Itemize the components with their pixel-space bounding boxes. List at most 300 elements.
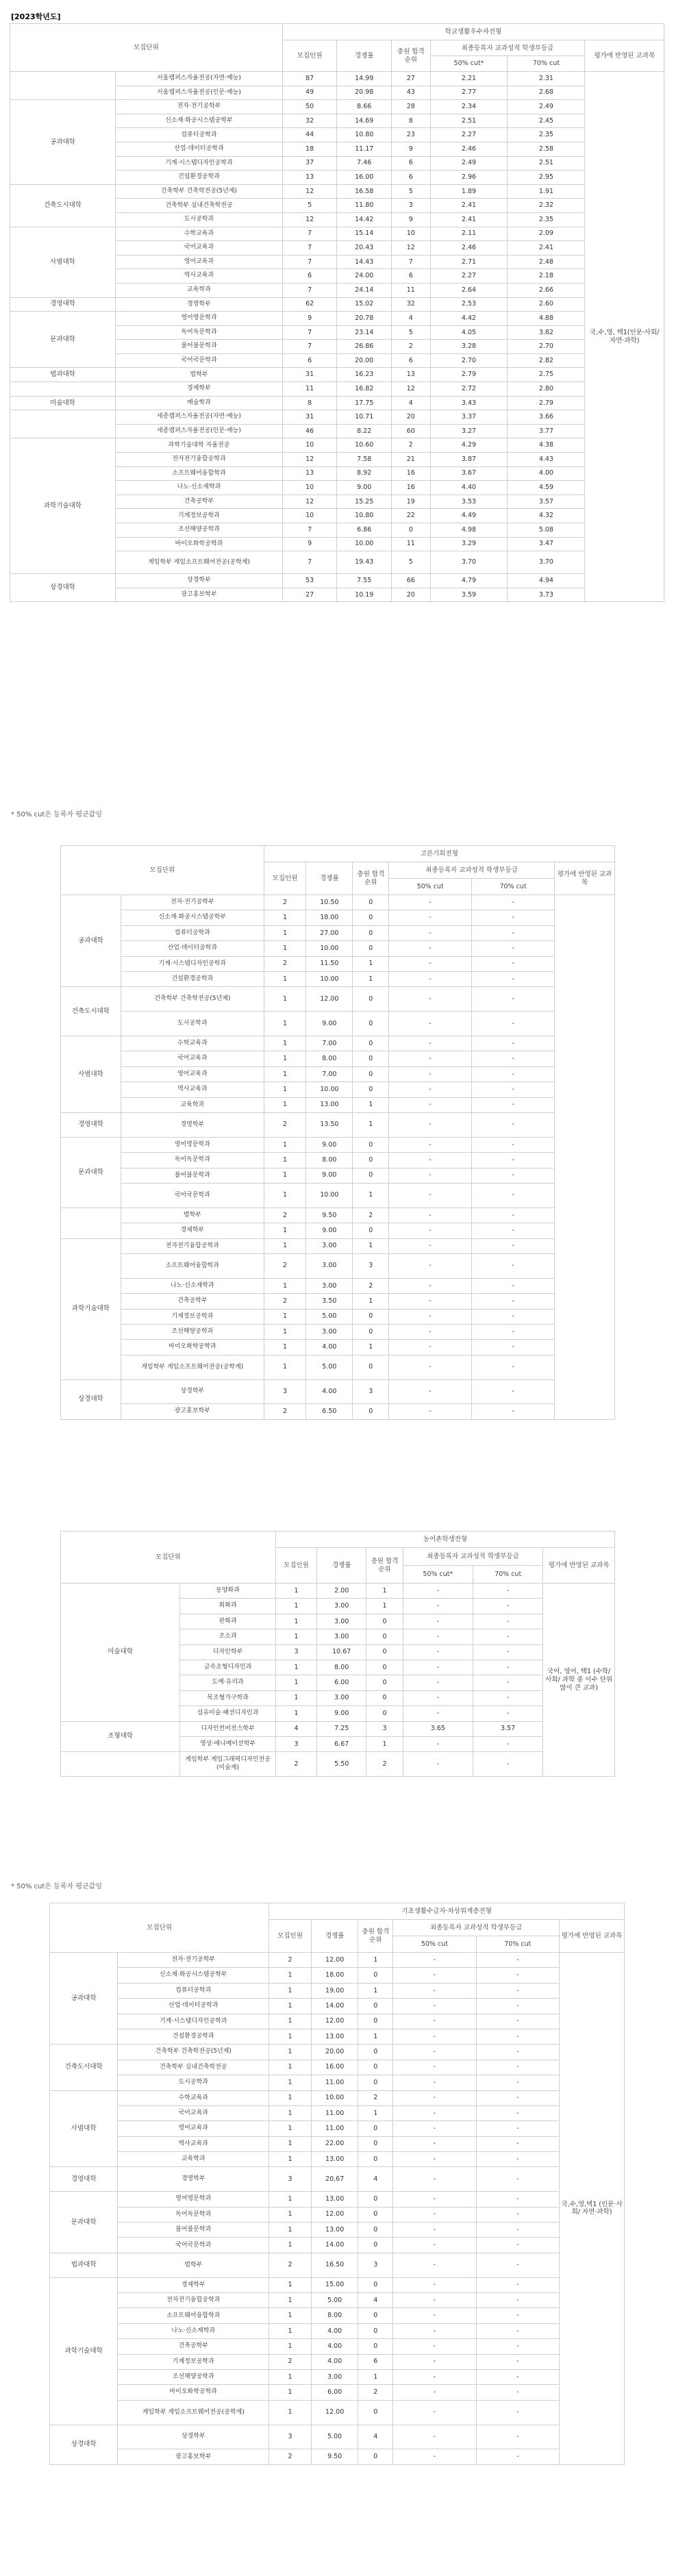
quota-value: 11 bbox=[282, 382, 337, 397]
cut70-value: - bbox=[476, 2339, 559, 2354]
cut50-value: - bbox=[403, 1660, 473, 1675]
rank-value: 0 bbox=[353, 1404, 389, 1419]
rank-value: 3 bbox=[392, 199, 430, 213]
rank-value: 0 bbox=[353, 925, 389, 940]
table-row bbox=[50, 2385, 625, 2400]
ratio-value: 20.00 bbox=[337, 353, 392, 368]
cut70-value: 2.51 bbox=[508, 156, 585, 171]
ratio-value: 9.50 bbox=[306, 1208, 353, 1223]
cut50-value: - bbox=[403, 1690, 473, 1705]
cut50-value: 4.29 bbox=[430, 438, 508, 453]
cut70-value: 4.00 bbox=[508, 466, 585, 481]
cut70-value: - bbox=[476, 2014, 559, 2029]
ratio-value: 10.71 bbox=[337, 410, 392, 425]
rank-value: 6 bbox=[392, 269, 430, 284]
unit-name: 독어독문학과 bbox=[118, 2207, 269, 2222]
unit-name: 산업·데이터공학과 bbox=[121, 941, 264, 956]
cut70-value: - bbox=[476, 1983, 559, 1998]
column-header-cut70: 70% cut bbox=[495, 1571, 522, 1578]
rank-value: 20 bbox=[392, 410, 430, 425]
unit-name: 건축학부 실내건축학전공 bbox=[118, 2060, 269, 2075]
table-row bbox=[10, 227, 664, 241]
column-header-unit: 모집단위 bbox=[10, 24, 283, 72]
cut70-value: 2.79 bbox=[508, 396, 585, 410]
column-header-cut50: 50% cut* bbox=[431, 56, 508, 71]
ratio-value: 8.00 bbox=[306, 1153, 353, 1168]
ratio-value: 14.43 bbox=[337, 255, 392, 269]
table-row bbox=[61, 895, 615, 910]
table-row bbox=[61, 1168, 615, 1183]
column-header-ratio: 경쟁률 bbox=[311, 1920, 358, 1953]
cut50-value: - bbox=[389, 1137, 472, 1152]
unit-name: 건설환경공학과 bbox=[121, 971, 264, 986]
cut70-value: 2.49 bbox=[508, 100, 585, 114]
unit-name: 나노·신소재학과 bbox=[121, 1278, 264, 1293]
cut50-value: - bbox=[403, 1675, 473, 1690]
quota-value: 1 bbox=[275, 1629, 316, 1645]
table-row bbox=[61, 1721, 615, 1736]
unit-name: 신소재·화공시스템공학부 bbox=[121, 910, 264, 925]
unit-name: 교육학과 bbox=[121, 1097, 264, 1112]
rank-value: 1 bbox=[353, 1294, 389, 1309]
ratio-value: 8.00 bbox=[306, 1051, 353, 1066]
college-name: 사범대학 bbox=[50, 2090, 118, 2167]
table-row bbox=[50, 2029, 625, 2044]
cut50-value: - bbox=[393, 2449, 476, 2464]
quota-value: 12 bbox=[282, 495, 337, 509]
cut70-value: - bbox=[476, 2060, 559, 2075]
rank-value: 11 bbox=[392, 537, 430, 551]
cut70-value: 2.45 bbox=[508, 114, 585, 128]
cut50-value: 3.53 bbox=[430, 495, 508, 509]
table-row bbox=[50, 2308, 625, 2323]
cut70-value: - bbox=[473, 1629, 542, 1645]
ratio-value: 4.00 bbox=[306, 1379, 353, 1404]
quota-value: 12 bbox=[282, 212, 337, 227]
quota-value: 3 bbox=[269, 2425, 312, 2449]
unit-name: 국어국문학과 bbox=[121, 1183, 264, 1208]
college-name: 경영대학 bbox=[50, 2167, 118, 2192]
quota-value: 1 bbox=[275, 1675, 316, 1690]
cut50-value: 3.37 bbox=[430, 410, 508, 425]
unit-name: 전자전기융합공학과 bbox=[116, 453, 283, 467]
table-group-title: 농어촌학생전형 bbox=[275, 1531, 614, 1548]
cut50-value: 3.59 bbox=[430, 588, 508, 602]
unit-name: 세종캠퍼스자율전공(자연·예능) bbox=[116, 410, 283, 425]
unit-name: 교육학과 bbox=[116, 283, 283, 297]
rank-value: 0 bbox=[358, 2207, 393, 2222]
cut50-value: - bbox=[393, 2060, 476, 2075]
unit-name: 건축공학부 bbox=[118, 2339, 269, 2354]
quota-value: 1 bbox=[269, 2029, 312, 2044]
unit-name: 전자·전기공학부 bbox=[121, 895, 264, 910]
column-header-cut70: 70% cut bbox=[504, 1940, 532, 1948]
ratio-value: 14.00 bbox=[311, 2238, 358, 2253]
cut50-value: - bbox=[393, 2044, 476, 2060]
rank-value: 0 bbox=[358, 2449, 393, 2464]
cut50-value: - bbox=[389, 1097, 472, 1112]
ratio-value: 3.00 bbox=[306, 1278, 353, 1293]
rank-value: 1 bbox=[366, 1599, 403, 1614]
unit-name: 광고홍보학부 bbox=[118, 2449, 269, 2464]
quota-value: 1 bbox=[264, 971, 306, 986]
rank-value: 0 bbox=[358, 1968, 393, 1983]
quota-value: 1 bbox=[269, 1983, 312, 1998]
cut50-value: - bbox=[389, 895, 472, 910]
ratio-value: 5.00 bbox=[306, 1355, 353, 1379]
rank-value: 0 bbox=[353, 1082, 389, 1097]
rank-value: 1 bbox=[366, 1736, 403, 1751]
rank-value: 3 bbox=[353, 1253, 389, 1278]
quota-value: 1 bbox=[264, 1309, 306, 1324]
cut70-value: - bbox=[473, 1675, 542, 1690]
table-row bbox=[50, 2339, 625, 2354]
unit-name: 도시공학과 bbox=[121, 1012, 264, 1036]
cut50-value: - bbox=[393, 2136, 476, 2151]
cut50-value: - bbox=[389, 1066, 472, 1081]
unit-name: 법학부 bbox=[118, 2253, 269, 2277]
cut70-value: 2.48 bbox=[508, 255, 585, 269]
college-name: 과학기술대학 bbox=[50, 2277, 118, 2425]
rank-value: 0 bbox=[353, 1223, 389, 1238]
table-row bbox=[50, 2400, 625, 2425]
cut50-value: - bbox=[389, 971, 472, 986]
rank-value: 0 bbox=[358, 2192, 393, 2207]
unit-name: 도시공학과 bbox=[116, 212, 283, 227]
table-row bbox=[50, 2152, 625, 2167]
rank-value: 0 bbox=[358, 2152, 393, 2167]
ratio-value: 11.00 bbox=[311, 2105, 358, 2121]
unit-name: 건축학부 건축학전공(5년제) bbox=[118, 2044, 269, 2060]
table-row bbox=[50, 2192, 625, 2207]
ratio-value: 13.00 bbox=[311, 2152, 358, 2167]
table-row bbox=[61, 1294, 615, 1309]
cut70-value: - bbox=[476, 1968, 559, 1983]
quota-value: 1 bbox=[269, 2370, 312, 2385]
cut50-value: - bbox=[389, 1294, 472, 1309]
cut50-value: - bbox=[389, 910, 472, 925]
college-name: 사범대학 bbox=[61, 1036, 121, 1113]
table-row bbox=[50, 2105, 625, 2121]
cut50-value: 3.28 bbox=[430, 340, 508, 354]
rank-value: 4 bbox=[358, 2293, 393, 2308]
unit-name: 경제학부 bbox=[116, 382, 283, 397]
cut50-value: 3.87 bbox=[430, 453, 508, 467]
unit-name: 전자·전기공학부 bbox=[116, 100, 283, 114]
ratio-value: 11.00 bbox=[311, 2075, 358, 2090]
cut50-value: 3.43 bbox=[430, 396, 508, 410]
cut70-value: - bbox=[472, 1036, 555, 1051]
table-row bbox=[50, 2090, 625, 2105]
quota-value: 87 bbox=[282, 72, 337, 86]
quota-value: 2 bbox=[264, 956, 306, 971]
ratio-value: 23.14 bbox=[337, 325, 392, 340]
ratio-value: 8.00 bbox=[311, 2308, 358, 2323]
cut50-value: 2.46 bbox=[430, 142, 508, 156]
ratio-value: 10.00 bbox=[337, 537, 392, 551]
rank-value: 16 bbox=[392, 481, 430, 495]
cut70-value: - bbox=[472, 1137, 555, 1152]
ratio-value: 7.58 bbox=[337, 453, 392, 467]
ratio-value: 6.00 bbox=[317, 1675, 366, 1690]
table-row bbox=[61, 1584, 615, 1599]
rank-value: 0 bbox=[353, 895, 389, 910]
ratio-value: 5.00 bbox=[311, 2293, 358, 2308]
quota-value: 7 bbox=[282, 523, 337, 538]
cut70-value: - bbox=[473, 1614, 542, 1629]
cut70-value: - bbox=[476, 2207, 559, 2222]
cut50-value: - bbox=[393, 2105, 476, 2121]
quota-value: 37 bbox=[282, 156, 337, 171]
unit-name: 조선해양공학과 bbox=[121, 1324, 264, 1339]
unit-name: 수학교육과 bbox=[118, 2090, 269, 2105]
ratio-value: 7.00 bbox=[306, 1066, 353, 1081]
cut70-value: - bbox=[476, 2293, 559, 2308]
cut70-value: 5.08 bbox=[508, 523, 585, 538]
quota-value: 1 bbox=[264, 1012, 306, 1036]
ratio-value: 16.00 bbox=[337, 171, 392, 185]
cut70-value: - bbox=[472, 1051, 555, 1066]
unit-name: 불어불문학과 bbox=[121, 1168, 264, 1183]
rank-value: 0 bbox=[358, 2136, 393, 2151]
ratio-value: 14.69 bbox=[337, 114, 392, 128]
column-header-grade-group bbox=[389, 862, 555, 895]
cut50-value: - bbox=[403, 1706, 473, 1721]
rank-value: 6 bbox=[358, 2354, 393, 2369]
subjects-value: 국,수,영, 택1(인문·사회/자연·과학) bbox=[585, 72, 664, 602]
ratio-value: 10.67 bbox=[317, 1645, 366, 1660]
unit-name: 영어영문학과 bbox=[121, 1137, 264, 1152]
ratio-value: 20.00 bbox=[311, 2044, 358, 2060]
cut70-value: - bbox=[476, 2425, 559, 2449]
quota-value: 2 bbox=[275, 1752, 316, 1777]
ratio-value: 12.00 bbox=[311, 2400, 358, 2425]
table-row bbox=[61, 1112, 615, 1137]
quota-value: 46 bbox=[282, 424, 337, 438]
cut70-value: - bbox=[472, 1168, 555, 1183]
cut50-value: - bbox=[393, 2192, 476, 2207]
quota-value: 10 bbox=[282, 481, 337, 495]
quota-value: 2 bbox=[264, 1253, 306, 1278]
rank-value: 5 bbox=[392, 325, 430, 340]
cut70-value: - bbox=[472, 1294, 555, 1309]
ratio-value: 5.50 bbox=[317, 1752, 366, 1777]
ratio-value: 9.00 bbox=[337, 481, 392, 495]
unit-name: 나노·신소재학과 bbox=[118, 2323, 269, 2338]
cut50-value: - bbox=[403, 1599, 473, 1614]
unit-name: 교육학과 bbox=[118, 2152, 269, 2167]
unit-name: 과학기술대학 자율전공 bbox=[116, 438, 283, 453]
ratio-value: 5.00 bbox=[311, 2425, 358, 2449]
rank-value: 0 bbox=[358, 2400, 393, 2425]
table-row bbox=[50, 2044, 625, 2060]
rank-value: 1 bbox=[353, 1183, 389, 1208]
cut70-value: - bbox=[472, 1153, 555, 1168]
quota-value: 2 bbox=[269, 1953, 312, 1968]
cut50-value: - bbox=[389, 1238, 472, 1253]
cut70-value: - bbox=[476, 2385, 559, 2400]
college-name: 문과대학 bbox=[10, 312, 116, 368]
ratio-value: 20.43 bbox=[337, 241, 392, 255]
column-header-rank: 충원 합격 순위 bbox=[366, 1548, 403, 1584]
cut70-value: - bbox=[476, 2253, 559, 2277]
table-row bbox=[50, 2449, 625, 2464]
cut70-value: - bbox=[476, 2354, 559, 2369]
college-name: 경영대학 bbox=[61, 1112, 121, 1137]
cut50-value: - bbox=[389, 1012, 472, 1036]
ratio-value: 18.00 bbox=[306, 910, 353, 925]
quota-value: 1 bbox=[264, 941, 306, 956]
ratio-value: 15.25 bbox=[337, 495, 392, 509]
cut70-value: - bbox=[473, 1599, 542, 1614]
cut70-value: 3.57 bbox=[508, 495, 585, 509]
table-group-title: 고른기회전형 bbox=[264, 846, 614, 862]
unit-name: 상경학부 bbox=[116, 574, 283, 588]
unit-name: 도시공학과 bbox=[118, 2075, 269, 2090]
college-name bbox=[61, 1752, 180, 1777]
ratio-value: 3.00 bbox=[317, 1614, 366, 1629]
unit-name: 건축공학부 bbox=[121, 1294, 264, 1309]
cut50-value: 2.51 bbox=[430, 114, 508, 128]
column-header-ratio: 경쟁률 bbox=[317, 1548, 366, 1584]
cut70-value: - bbox=[472, 1278, 555, 1293]
cut70-value: 2.95 bbox=[508, 171, 585, 185]
cut70-value: - bbox=[472, 895, 555, 910]
cut50-value: - bbox=[393, 2323, 476, 2338]
cut70-value: 4.94 bbox=[508, 574, 585, 588]
unit-name: 경영학부 bbox=[121, 1112, 264, 1137]
ratio-value: 11.17 bbox=[337, 142, 392, 156]
ratio-value: 13.50 bbox=[306, 1112, 353, 1137]
cut50-value: - bbox=[403, 1629, 473, 1645]
rank-value: 3 bbox=[358, 2253, 393, 2277]
ratio-value: 11.80 bbox=[337, 199, 392, 213]
table-group-title: 학교생활우수자전형 bbox=[282, 24, 664, 40]
quota-value: 6 bbox=[282, 353, 337, 368]
ratio-value: 20.67 bbox=[311, 2167, 358, 2192]
cut70-value: 4.38 bbox=[508, 438, 585, 453]
unit-name: 불어불문학과 bbox=[118, 2223, 269, 2238]
rank-value: 1 bbox=[358, 2370, 393, 2385]
ratio-value: 3.50 bbox=[306, 1294, 353, 1309]
cut70-value: - bbox=[472, 941, 555, 956]
quota-value: 8 bbox=[282, 396, 337, 410]
quota-value: 1 bbox=[264, 987, 306, 1012]
quota-value: 1 bbox=[269, 2090, 312, 2105]
ratio-value: 19.00 bbox=[311, 1983, 358, 1998]
cut50-value: 2.41 bbox=[430, 212, 508, 227]
table-row bbox=[61, 1238, 615, 1253]
cut50-value: - bbox=[389, 987, 472, 1012]
rank-value: 0 bbox=[366, 1660, 403, 1675]
ratio-value: 10.80 bbox=[337, 509, 392, 523]
quota-value: 1 bbox=[264, 1183, 306, 1208]
rank-value: 0 bbox=[358, 2044, 393, 2060]
unit-name: 소프트웨어융합학과 bbox=[118, 2308, 269, 2323]
quota-value: 1 bbox=[264, 1036, 306, 1051]
rank-value: 12 bbox=[392, 382, 430, 397]
ratio-value: 4.00 bbox=[311, 2323, 358, 2338]
unit-name: 국어국문학과 bbox=[116, 353, 283, 368]
table-row bbox=[61, 1153, 615, 1168]
ratio-value: 9.00 bbox=[306, 1137, 353, 1152]
cut70-value: 3.77 bbox=[508, 424, 585, 438]
cut50-value: - bbox=[389, 1309, 472, 1324]
ratio-value: 10.80 bbox=[337, 128, 392, 142]
ratio-value: 6.67 bbox=[317, 1736, 366, 1751]
column-header-subjects: 평가에 반영된 교과목 bbox=[585, 40, 664, 72]
unit-name: 산업·데이터공학과 bbox=[116, 142, 283, 156]
ratio-value: 9.50 bbox=[311, 2449, 358, 2464]
column-header-rank: 충원 합격 순위 bbox=[358, 1920, 393, 1953]
unit-name: 전자전기융합공학과 bbox=[121, 1238, 264, 1253]
column-header-subjects: 평가에 반영된 교과목 bbox=[543, 1548, 615, 1584]
unit-name: 경영학부 bbox=[116, 297, 283, 312]
quota-value: 49 bbox=[282, 86, 337, 100]
cut70-value: - bbox=[476, 2105, 559, 2121]
cut70-value: - bbox=[476, 2029, 559, 2044]
cut50-value: 4.49 bbox=[430, 509, 508, 523]
quota-value: 62 bbox=[282, 297, 337, 312]
rank-value: 66 bbox=[392, 574, 430, 588]
rank-value: 1 bbox=[358, 2029, 393, 2044]
ratio-value: 27.00 bbox=[306, 925, 353, 940]
unit-name: 기계·시스템디자인공학과 bbox=[118, 2014, 269, 2029]
footnote: * 50% cut은 등록자 평균값임 bbox=[11, 1883, 102, 1890]
ratio-value: 10.60 bbox=[337, 438, 392, 453]
ratio-value: 16.58 bbox=[337, 184, 392, 199]
cut50-value: - bbox=[389, 1168, 472, 1183]
cut70-value: - bbox=[472, 1112, 555, 1137]
college-name: 건축도시대학 bbox=[10, 184, 116, 227]
quota-value: 1 bbox=[269, 2207, 312, 2222]
unit-name: 광고홍보학부 bbox=[116, 588, 283, 602]
table-row bbox=[61, 1183, 615, 1208]
unit-name: 건축학부 실내건축학전공 bbox=[116, 199, 283, 213]
ratio-value: 13.00 bbox=[306, 1097, 353, 1112]
quota-value: 3 bbox=[275, 1736, 316, 1751]
cut70-value: - bbox=[473, 1645, 542, 1660]
unit-name: 국어교육과 bbox=[121, 1051, 264, 1066]
cut50-value: - bbox=[393, 2354, 476, 2369]
quota-value: 1 bbox=[264, 1097, 306, 1112]
rank-value: 3 bbox=[353, 1379, 389, 1404]
rank-value: 1 bbox=[353, 1097, 389, 1112]
rank-value: 0 bbox=[353, 910, 389, 925]
cut50-value: - bbox=[393, 2253, 476, 2277]
rank-value: 0 bbox=[358, 2121, 393, 2136]
table-group-title: 기초생활수급자·차상위계층전형 bbox=[269, 1903, 625, 1920]
quota-value: 1 bbox=[264, 1051, 306, 1066]
rank-value: 21 bbox=[392, 453, 430, 467]
cut50-value: 1.89 bbox=[430, 184, 508, 199]
quota-value: 2 bbox=[269, 2449, 312, 2464]
unit-name: 디자인컨버전스학부 bbox=[180, 1721, 275, 1736]
cut70-value: 3.66 bbox=[508, 410, 585, 425]
quota-value: 1 bbox=[269, 2060, 312, 2075]
cut50-value: - bbox=[389, 1340, 472, 1355]
cut50-value: - bbox=[393, 2029, 476, 2044]
rank-value: 5 bbox=[392, 184, 430, 199]
ratio-value: 12.00 bbox=[311, 1953, 358, 1968]
cut70-value: - bbox=[472, 1404, 555, 1419]
quota-value: 7 bbox=[282, 241, 337, 255]
unit-name: 영어영문학과 bbox=[116, 312, 283, 326]
admission-table-basic-living bbox=[10, 23, 664, 602]
ratio-value: 9.00 bbox=[306, 1223, 353, 1238]
column-header-quota: 모집인원 bbox=[282, 40, 337, 72]
ratio-value: 8.66 bbox=[337, 100, 392, 114]
